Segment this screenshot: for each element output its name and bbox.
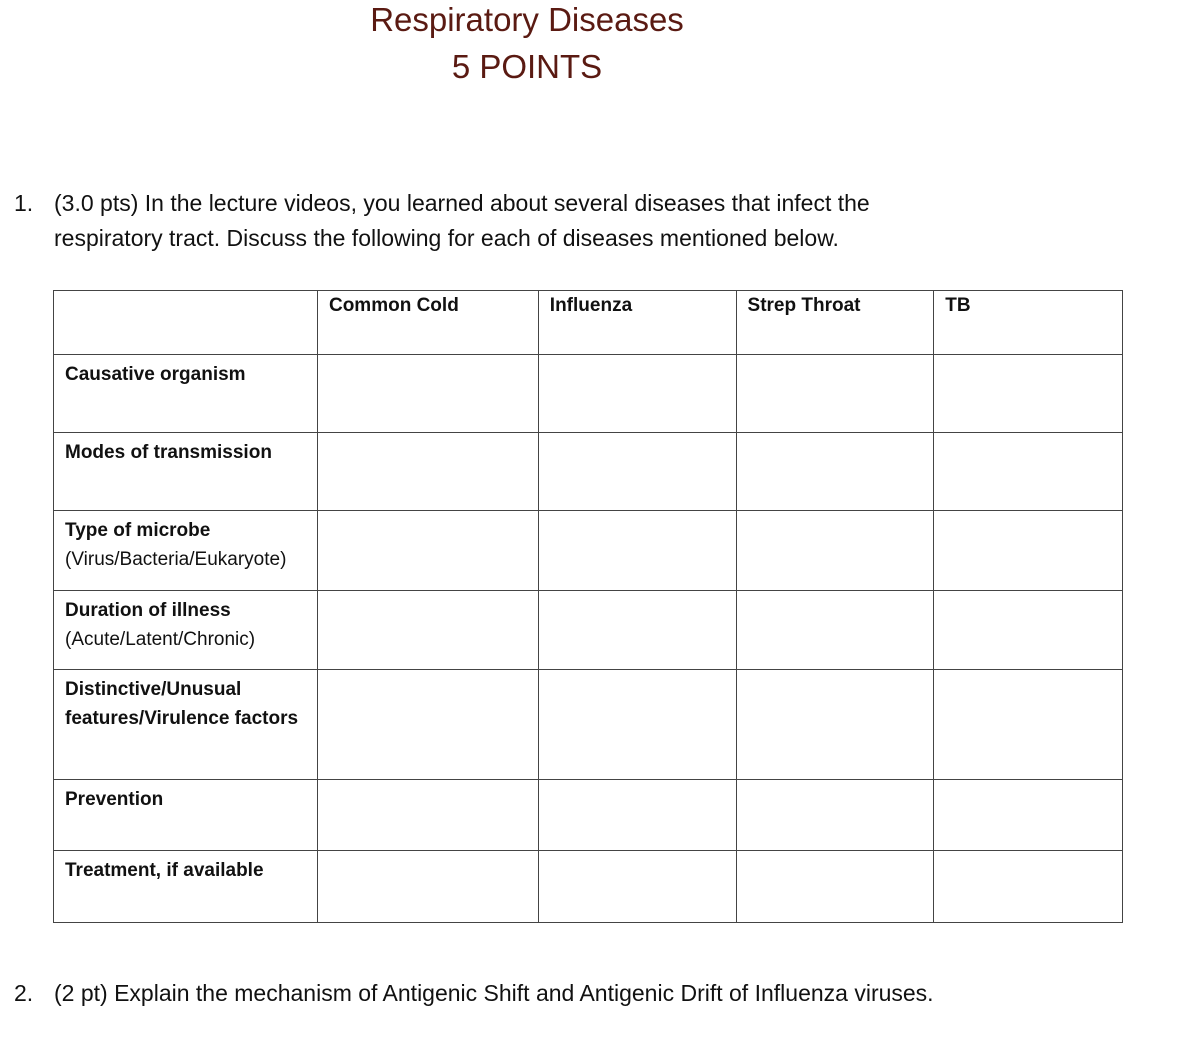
row-label-prevention [54, 780, 318, 851]
answer-cell[interactable] [538, 433, 736, 511]
row-label-type-of-microbe [54, 511, 318, 591]
row-label-distinctive-features [54, 670, 318, 780]
table-header-row [54, 291, 1123, 355]
answer-cell[interactable] [934, 355, 1123, 433]
answer-cell[interactable] [317, 591, 538, 670]
answer-cell[interactable] [934, 511, 1123, 591]
answer-cell[interactable] [538, 670, 736, 780]
table-row [54, 355, 1123, 433]
answer-cell[interactable] [538, 511, 736, 591]
answer-cell[interactable] [934, 591, 1123, 670]
disease-table [53, 290, 1123, 923]
answer-cell[interactable] [736, 780, 934, 851]
answer-cell[interactable] [934, 670, 1123, 780]
answer-cell[interactable] [736, 355, 934, 433]
answer-cell[interactable] [538, 851, 736, 923]
answer-cell[interactable] [538, 780, 736, 851]
table-row [54, 851, 1123, 923]
question-1-line-1 [14, 186, 1014, 221]
question-2-number: 2. [14, 980, 34, 1006]
table-row [54, 670, 1123, 780]
table-row [54, 433, 1123, 511]
table-row [54, 780, 1123, 851]
question-1-number: 1. [14, 190, 34, 216]
row-label-text: Type of microbe [65, 520, 211, 541]
header-influenza: Influenza [538, 291, 736, 355]
answer-cell[interactable] [736, 433, 934, 511]
row-label-text: Modes of transmission [65, 442, 272, 463]
answer-cell[interactable] [934, 851, 1123, 923]
header-cell-empty [54, 291, 318, 355]
answer-cell[interactable] [736, 591, 934, 670]
table-row [54, 591, 1123, 670]
row-label-text: Prevention [65, 789, 164, 810]
answer-cell[interactable] [538, 591, 736, 670]
header-common-cold: Common Cold [317, 291, 538, 355]
document-title: Respiratory Diseases [370, 1, 684, 38]
answer-cell[interactable] [736, 670, 934, 780]
question-1-text-line-2: respiratory tract. Discuss the following for each of diseases mentioned below. [54, 225, 839, 251]
answer-cell[interactable] [934, 780, 1123, 851]
question-1 [14, 186, 1014, 256]
answer-cell[interactable] [317, 780, 538, 851]
row-label-text: Treatment, if available [65, 860, 264, 881]
row-label-subtext: (Virus/Bacteria/Eukaryote) [65, 549, 287, 570]
row-label-duration-of-illness [54, 591, 318, 670]
row-label-text: Distinctive/Unusual features/Virulence factors [65, 679, 299, 729]
row-label-subtext: (Acute/Latent/Chronic) [65, 629, 256, 650]
answer-cell[interactable] [317, 851, 538, 923]
row-label-treatment [54, 851, 318, 923]
row-label-modes-of-transmission [54, 433, 318, 511]
answer-cell[interactable] [538, 355, 736, 433]
question-2-text: (2 pt) Explain the mechanism of Antigenic Shift and Antigenic Drift of Influenza viruses. [54, 980, 934, 1006]
answer-cell[interactable] [317, 670, 538, 780]
question-2 [14, 976, 934, 1011]
row-label-causative-organism [54, 355, 318, 433]
header-strep-throat: Strep Throat [736, 291, 934, 355]
header-tb: TB [934, 291, 1123, 355]
table-row [54, 511, 1123, 591]
answer-cell[interactable] [934, 433, 1123, 511]
answer-cell[interactable] [736, 851, 934, 923]
answer-cell[interactable] [736, 511, 934, 591]
row-label-text: Causative organism [65, 364, 246, 385]
question-1-text-line-1: (3.0 pts) In the lecture videos, you learned about several diseases that infect the [54, 190, 870, 216]
answer-cell[interactable] [317, 355, 538, 433]
answer-cell[interactable] [317, 511, 538, 591]
answer-cell[interactable] [317, 433, 538, 511]
row-label-text: Duration of illness [65, 600, 231, 621]
points-label: 5 POINTS [451, 48, 603, 85]
